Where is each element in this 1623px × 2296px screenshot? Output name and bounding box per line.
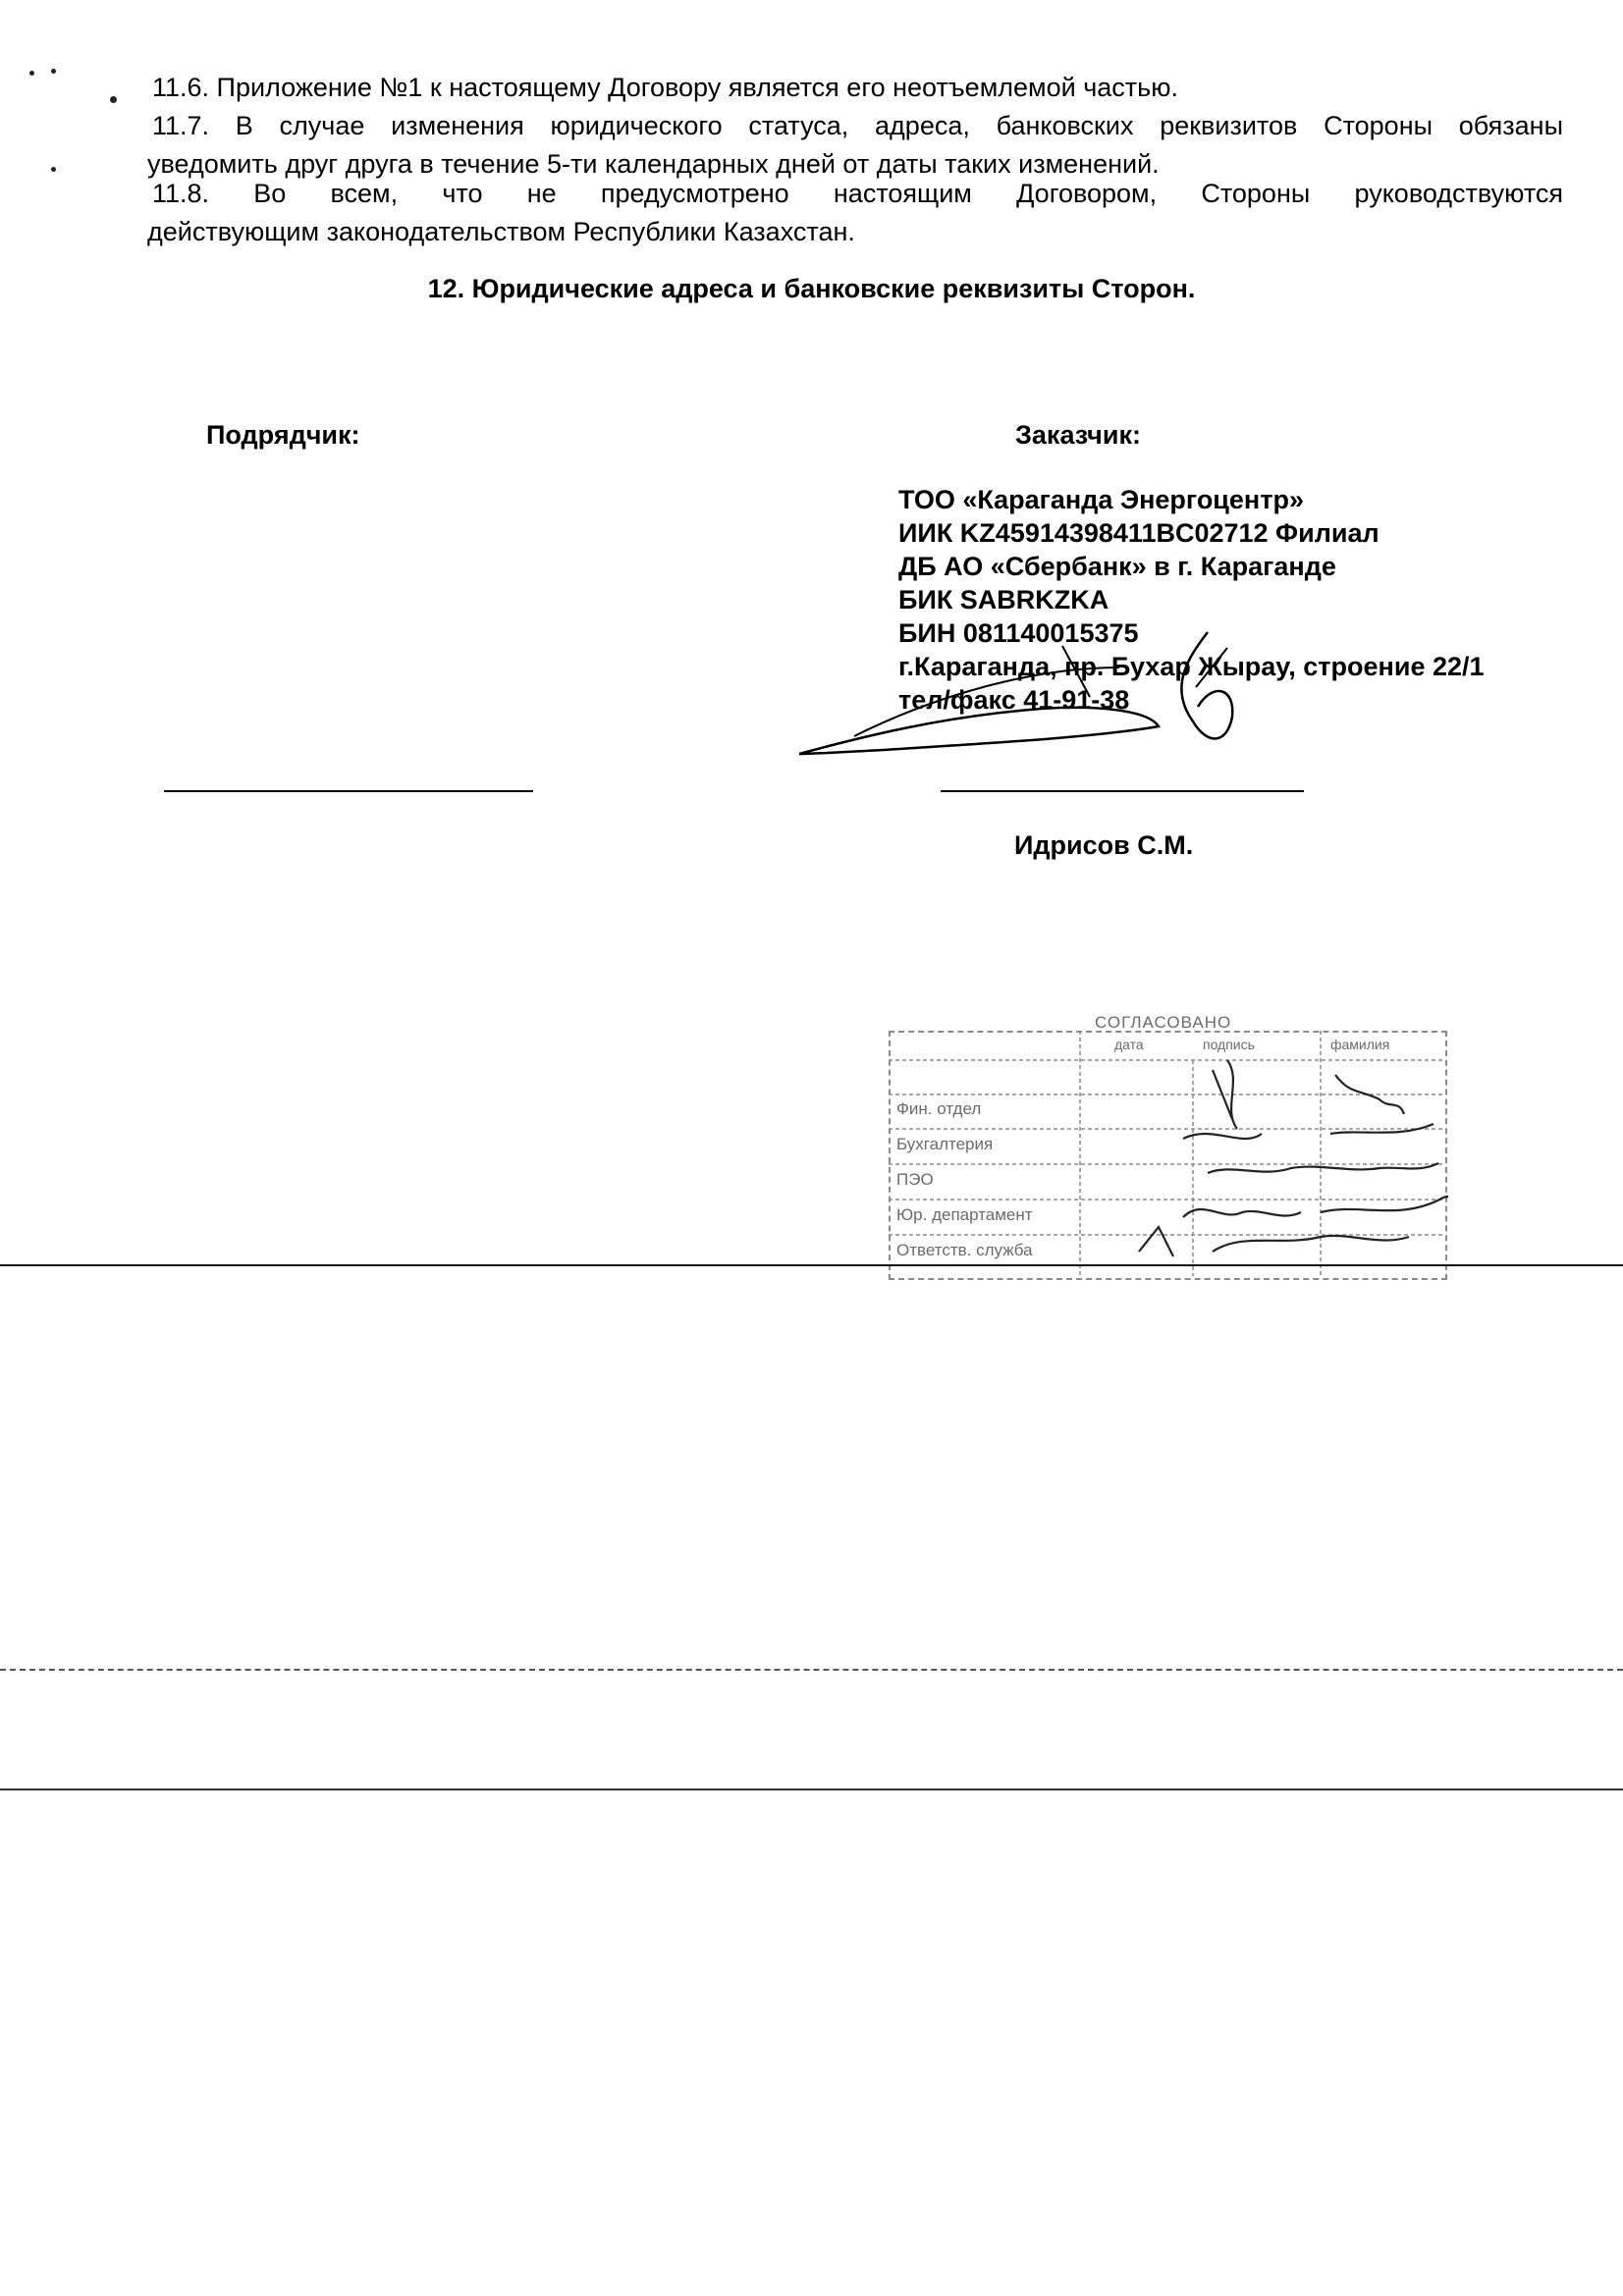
clause-line: 11.8. Во всем, что не предусмотрено настоящим Договором, Стороны руководствуются [152,179,1563,208]
stamp-row-responsible: Ответств. служба [896,1241,1033,1259]
section-heading: 12. Юридические адреса и банковские реквизиты Сторон. [427,274,1196,303]
customer-detail-line: БИК SABRKZKA [898,585,1109,614]
scan-speck [110,96,117,103]
stamp-row-accounting: Бухгалтерия [896,1135,994,1153]
customer-label: Заказчик: [1015,420,1141,450]
page-rule [0,1789,1623,1790]
stamp-column-surname: фамилия [1330,1037,1390,1052]
customer-detail-line: ИИК KZ45914398411BC02712 Филиал [898,518,1380,548]
stamp-row-legal: Юр. департамент [896,1205,1033,1224]
page-rule [0,1264,1623,1266]
stamp-title: СОГЛАСОВАНО [1095,1013,1232,1032]
customer-detail-line: г.Караганда, пр. Бухар Жырау, строение 22/1 [898,652,1485,681]
contractor-signature-line [164,790,533,792]
page-rule [0,1669,1623,1671]
stamp-column-date: дата [1114,1037,1144,1052]
customer-detail-line: ДБ АО «Сбербанк» в г. Караганде [898,552,1336,581]
stamp-row-peo: ПЭО [896,1170,934,1189]
scan-speck [29,71,34,76]
stamp-row-finance: Фин. отдел [896,1099,982,1118]
approval-stamp [889,1001,1448,1296]
clause-line: 11.7. В случае изменения юридического статуса, адреса, банковских реквизитов Стороны обязаны [152,111,1563,140]
clause-11-8 [147,175,1563,251]
clause-11-6 [147,69,1563,107]
customer-detail-line: тел/факс 41-91-38 [898,685,1130,715]
customer-detail-line: БИН 081140015375 [898,618,1139,648]
scan-speck [51,167,56,172]
customer-signatory-name: Идрисов С.М. [1014,830,1194,860]
clause-line: действующим законодательством Республики Казахстан. [147,217,855,246]
customer-signature [795,628,1257,766]
customer-detail-line: ТОО «Караганда Энергоцентр» [898,485,1304,514]
clause-11-7 [147,107,1563,184]
stamp-column-signature: подпись [1203,1037,1255,1052]
stamp-grid [889,1001,1448,1296]
clause-line: уведомить друг друга в течение 5-ти календарных дней от даты таких изменений. [147,149,1160,179]
scan-speck [51,69,56,74]
customer-signature-line [941,790,1304,792]
clause-line: 11.6. Приложение №1 к настоящему Договору является его неотъемлемой частью. [152,73,1178,102]
contractor-label: Подрядчик: [206,420,360,450]
